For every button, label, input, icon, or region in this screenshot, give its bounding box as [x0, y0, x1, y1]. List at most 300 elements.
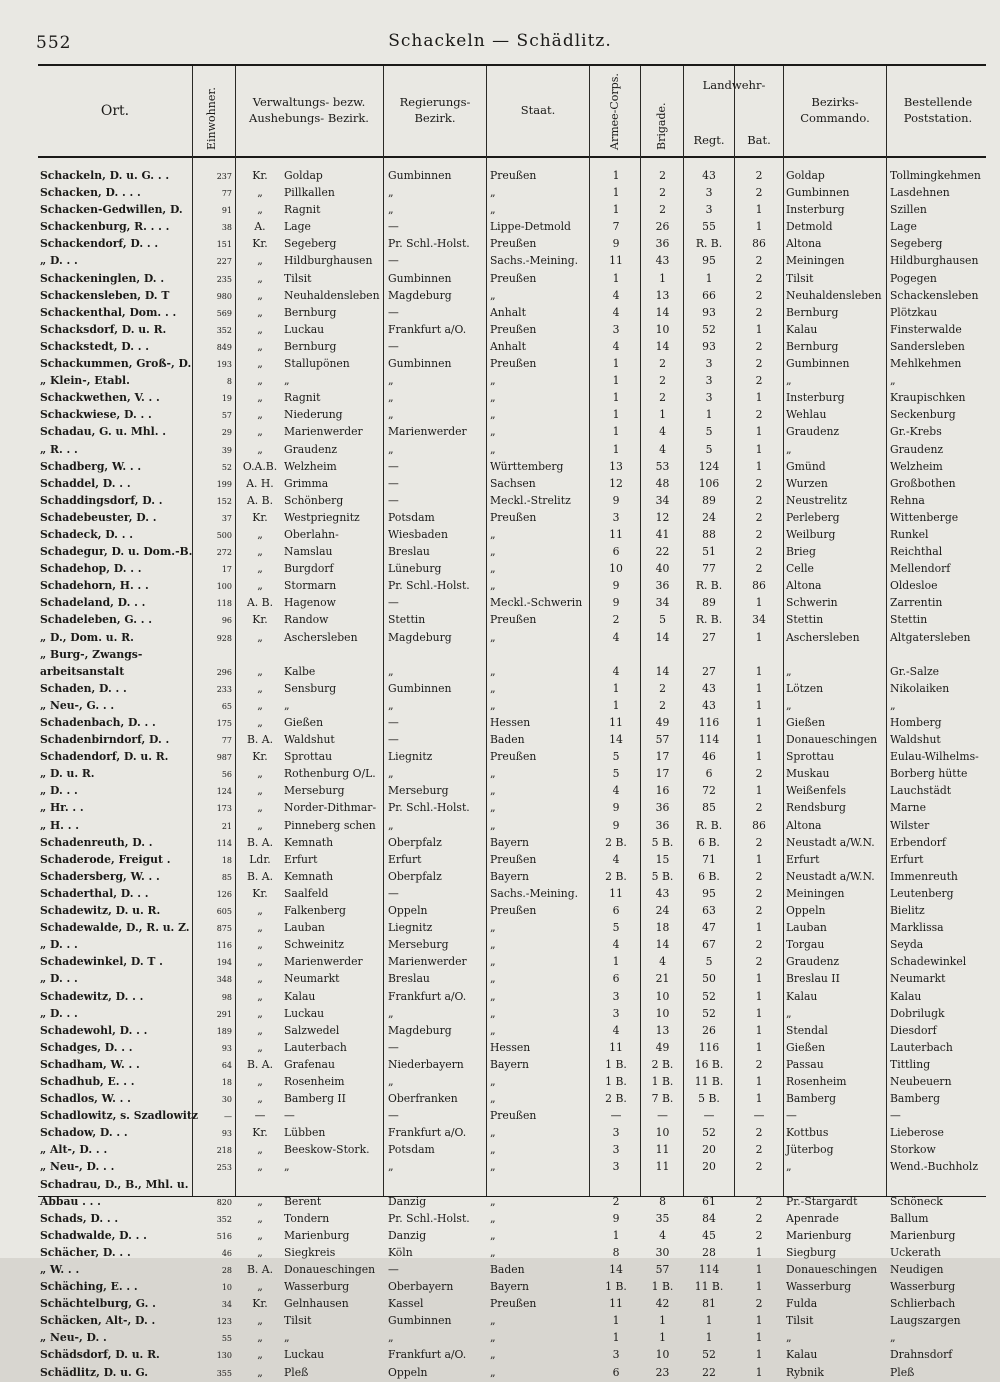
table-cell: 57 — [655, 733, 670, 747]
table-cell: 114 — [698, 1263, 720, 1276]
table-cell: Torgau — [786, 938, 825, 952]
table-cell: „ — [257, 1092, 263, 1106]
table-cell: Drahnsdorf — [890, 1348, 953, 1362]
table-row — [0, 476, 1000, 493]
table-cell: Preußen — [490, 852, 537, 866]
table-cell: 1 — [755, 681, 763, 695]
table-cell: 11 — [609, 254, 623, 268]
table-cell: Sachsen — [490, 476, 536, 490]
table-cell: 5 — [705, 442, 713, 456]
table-cell: 1 — [612, 186, 620, 200]
table-cell: 9 — [612, 237, 620, 251]
table-cell: 43 — [655, 886, 670, 900]
table-row — [0, 835, 1000, 852]
table-cell: 4 — [612, 1023, 620, 1037]
table-cell: Kr. — [252, 886, 268, 900]
table-cell: Celle — [786, 562, 814, 576]
table-cell: Graudenz — [284, 442, 338, 456]
table-cell: Schadewohl, D. . . — [40, 1023, 148, 1037]
table-cell: 17 — [655, 767, 670, 781]
table-cell: 1 — [755, 784, 763, 798]
table-cell: — — [388, 1040, 399, 1054]
table-cell: Abbau . . . — [40, 1194, 101, 1208]
table-cell: 28 — [221, 1266, 232, 1275]
table-cell: „ — [490, 1245, 496, 1259]
table-cell: 39 — [221, 445, 232, 455]
table-cell: Plötzkau — [890, 305, 938, 319]
table-cell: R. B. — [695, 613, 723, 627]
table-cell: 5 — [612, 767, 620, 781]
table-row — [0, 989, 1000, 1006]
table-row — [0, 886, 1000, 903]
table-cell: 53 — [655, 459, 670, 473]
table-cell: Tollmingkehmen — [890, 169, 981, 182]
table-cell: 3 — [705, 357, 713, 371]
table-cell: — — [388, 305, 399, 319]
table-cell: 26 — [655, 220, 670, 234]
header-bat: Bat. — [747, 133, 771, 148]
table-cell: Schaderode, Freigut . — [40, 852, 171, 866]
table-cell: Hessen — [490, 1040, 531, 1054]
table-cell: Pr. Schl.-Holst. — [388, 1211, 470, 1225]
table-cell: „ — [257, 698, 263, 712]
table-cell: 18 — [221, 855, 232, 865]
table-cell: 1 — [755, 630, 763, 644]
table-cell: 8 — [226, 377, 232, 387]
table-cell: 2 — [755, 527, 763, 541]
table-cell: „ Neu-, D. . — [40, 1331, 107, 1345]
table-cell: Preußen — [490, 613, 537, 627]
table-cell: Bayern — [490, 835, 529, 849]
table-cell: Marienwerder — [388, 955, 467, 969]
table-row — [0, 219, 1000, 236]
table-cell: Waldshut — [284, 733, 335, 747]
table-row — [0, 424, 1000, 441]
header-regierungsbezirk: Regierungs- Bezirk. — [399, 95, 471, 125]
table-cell: 352 — [216, 1214, 232, 1224]
table-cell: Lauterbach — [284, 1040, 347, 1054]
table-cell: „ — [490, 664, 496, 678]
table-cell: 3 — [612, 1126, 620, 1140]
table-cell: Donaueschingen — [284, 1263, 376, 1276]
table-cell: 50 — [702, 972, 716, 986]
table-cell: 86 — [752, 579, 766, 593]
table-cell: 11 — [609, 527, 623, 541]
table-cell: 2 — [755, 904, 763, 918]
table-cell: 199 — [216, 479, 232, 489]
table-cell: 1 — [755, 972, 763, 986]
table-row — [0, 339, 1000, 356]
table-cell: Schacken-Gedwillen, D. — [40, 203, 183, 217]
table-cell: Schackwethen, V. . . — [40, 391, 160, 405]
table-cell: „ — [786, 698, 792, 712]
table-cell: Bernburg — [786, 339, 839, 353]
table-cell: 11 — [609, 716, 623, 729]
table-cell: 6 — [612, 1365, 620, 1379]
table-cell: Preußen — [490, 322, 537, 336]
table-row — [0, 168, 1000, 185]
table-cell: Grafenau — [284, 1057, 335, 1071]
table-cell: Kottbus — [786, 1126, 829, 1140]
table-cell: Seyda — [890, 938, 924, 952]
table-cell: 72 — [702, 784, 716, 798]
table-cell: 43 — [702, 681, 716, 695]
table-cell: Norder-Dithmar- — [284, 801, 377, 815]
table-cell: Schaderthal, D. . . — [40, 886, 149, 900]
table-cell: 1 — [612, 442, 620, 456]
table-cell: Lauban — [786, 921, 827, 935]
running-title: Schackeln — Schädlitz. — [388, 31, 612, 51]
table-cell: 10 — [655, 989, 670, 1003]
header-ort: Ort. — [100, 102, 130, 119]
table-cell: Erfurt — [786, 852, 820, 866]
table-cell: 1 — [755, 1314, 763, 1328]
table-cell: 253 — [216, 1163, 232, 1173]
table-cell: Eulau-Wilhelms- — [890, 750, 979, 764]
table-cell: 10 — [655, 1126, 670, 1140]
table-cell: Altona — [786, 818, 822, 832]
table-cell: 14 — [655, 339, 670, 353]
table-cell: Bernburg — [786, 305, 839, 319]
table-cell: Altgatersleben — [890, 630, 971, 644]
table-cell: „ — [257, 425, 263, 439]
table-cell: „ — [257, 801, 263, 815]
table-cell: 2 — [755, 1211, 763, 1225]
table-cell: Leutenberg — [890, 886, 954, 900]
table-row — [0, 1108, 1000, 1125]
table-cell: „ — [490, 1126, 496, 1140]
table-cell: „ — [490, 203, 496, 217]
table-cell: „ — [490, 921, 496, 935]
table-cell: 193 — [216, 360, 232, 370]
table-cell: „ — [490, 681, 496, 695]
table-cell: „ — [388, 1160, 394, 1174]
table-cell: Randow — [284, 613, 329, 627]
table-cell: 10 — [655, 1348, 670, 1362]
table-cell: Bamberg II — [284, 1092, 346, 1106]
table-cell: 18 — [221, 1077, 232, 1087]
table-cell: Stettin — [786, 613, 824, 627]
table-cell: 175 — [216, 719, 232, 728]
table-cell: — — [890, 1109, 901, 1123]
table-cell: Ragnit — [284, 203, 321, 217]
table-cell: 11 B. — [694, 1074, 724, 1088]
table-cell: Perleberg — [786, 510, 840, 524]
table-cell: „ — [257, 288, 263, 302]
table-row — [0, 493, 1000, 510]
table-cell: 34 — [752, 613, 766, 627]
table-cell: 1 — [755, 425, 763, 439]
table-cell: „ — [257, 1348, 263, 1362]
table-row — [0, 1211, 1000, 1228]
table-row — [0, 1313, 1000, 1330]
table-cell: 3 — [705, 391, 713, 405]
table-cell: „ — [257, 1160, 263, 1174]
table-cell: Schaden, D. . . — [40, 681, 127, 695]
table-row — [0, 390, 1000, 407]
table-cell: 11 — [655, 1143, 670, 1157]
table-cell: 46 — [702, 750, 716, 764]
table-cell: Schaddel, D. . . — [40, 476, 131, 490]
table-cell: 2 — [755, 801, 763, 815]
table-cell: 19 — [221, 394, 232, 404]
table-cell: Magdeburg — [388, 288, 452, 302]
table-cell: Neuhaldensleben — [786, 288, 882, 302]
table-cell: Lage — [284, 220, 311, 234]
table-cell: Wiesbaden — [388, 527, 448, 541]
table-cell: Altona — [786, 237, 822, 251]
table-cell: 4 — [612, 288, 620, 302]
table-cell: 7 — [612, 220, 620, 234]
table-cell: Schackenthal, Dom. . . — [40, 305, 177, 319]
table-cell: Tittling — [890, 1057, 931, 1071]
table-cell: 3 — [705, 186, 713, 200]
table-cell: 65 — [221, 701, 232, 711]
table-cell: Siegkreis — [284, 1245, 336, 1259]
table-cell: Sachs.-Meining. — [490, 886, 579, 900]
table-row — [0, 1125, 1000, 1142]
table-cell: 820 — [216, 1197, 232, 1207]
table-cell: Bayern — [490, 1057, 529, 1071]
table-cell: „ — [388, 664, 394, 678]
table-cell: Oberfranken — [388, 1092, 458, 1106]
table-row — [0, 1365, 1000, 1382]
table-cell: 1 — [755, 459, 763, 473]
table-cell: R. B. — [695, 818, 723, 832]
table-cell: 2 — [755, 254, 763, 268]
table-cell: — — [657, 1109, 668, 1123]
table-row — [0, 544, 1000, 561]
table-cell: Sprottau — [786, 750, 835, 764]
table-cell: „ — [388, 698, 394, 712]
table-cell: 2 — [612, 1194, 620, 1208]
table-cell: „ — [257, 305, 263, 319]
table-cell: Ragnit — [284, 391, 321, 405]
table-row — [0, 766, 1000, 783]
table-cell: 106 — [698, 476, 720, 490]
table-cell: 114 — [216, 838, 232, 848]
table-cell: 6 — [705, 767, 713, 781]
table-cell: Burgdorf — [284, 562, 334, 576]
table-cell: Gumbinnen — [388, 271, 452, 285]
table-cell: Schackenburg, R. . . . — [40, 220, 170, 234]
table-cell: 5 B. — [651, 835, 674, 849]
table-cell: Passau — [786, 1057, 824, 1071]
table-cell: „ — [490, 818, 496, 832]
table-cell: Pr. Schl.-Holst. — [388, 237, 470, 251]
table-row — [0, 1023, 1000, 1040]
table-cell: Grimma — [284, 476, 329, 490]
table-cell: 2 — [659, 357, 666, 371]
table-cell: 17 — [221, 565, 232, 575]
table-row — [0, 681, 1000, 698]
table-cell: 1 — [755, 1006, 763, 1020]
table-cell: Goldap — [786, 169, 825, 182]
table-cell: 95 — [702, 886, 716, 900]
table-cell: Schadenbirndorf, D. . — [40, 733, 170, 747]
table-cell: 1 — [755, 391, 763, 405]
table-cell: 49 — [655, 716, 670, 729]
table-cell: — — [388, 493, 399, 507]
table-cell: 1 — [612, 955, 620, 969]
table-cell: Schadlowitz, s. Szadlowitz — [40, 1109, 198, 1123]
table-cell: 569 — [216, 308, 232, 318]
table-cell: Immenreuth — [890, 869, 958, 883]
table-row — [0, 1279, 1000, 1296]
table-cell: Kr. — [252, 750, 268, 764]
table-cell: 2 — [612, 613, 620, 627]
table-cell: 352 — [216, 325, 232, 335]
table-cell: A. B. — [246, 493, 274, 507]
table-cell: „ — [490, 374, 496, 388]
table-cell: Siegburg — [786, 1245, 837, 1259]
table-cell: 2 — [755, 357, 763, 371]
table-row — [0, 1347, 1000, 1364]
table-cell: 3 — [612, 322, 620, 336]
table-cell: 2 — [755, 305, 763, 319]
table-cell: 6 — [612, 972, 620, 986]
table-cell: Danzig — [388, 1228, 427, 1242]
table-cell: Niederung — [284, 408, 343, 422]
table-cell: 849 — [216, 342, 232, 352]
table-cell: 4 — [612, 305, 620, 319]
table-cell: Breslau — [388, 972, 430, 986]
table-cell: Hildburghausen — [284, 254, 373, 268]
table-cell: „ — [490, 579, 496, 593]
table-cell: 6 B. — [698, 869, 720, 883]
table-cell: 89 — [702, 596, 716, 610]
table-cell: R. B. — [695, 237, 723, 251]
table-cell: Pr. Schl.-Holst. — [388, 579, 470, 593]
table-row — [0, 1262, 1000, 1279]
table-cell: 116 — [216, 941, 232, 951]
table-cell: 64 — [221, 1060, 232, 1070]
table-cell: Kr. — [252, 169, 268, 182]
table-cell: 3 — [612, 510, 620, 524]
table-cell: 23 — [655, 1365, 670, 1379]
table-cell: Schadeck, D. . . — [40, 527, 133, 541]
table-cell: Merseburg — [388, 784, 449, 798]
table-cell: 9 — [612, 493, 620, 507]
table-cell: „ — [257, 1040, 263, 1054]
table-cell: Bayern — [490, 1280, 529, 1294]
table-cell: Bayern — [490, 869, 529, 883]
table-cell: Schacksdorf, D. u. R. — [40, 322, 167, 336]
table-cell: „ — [257, 254, 263, 268]
table-row — [0, 1194, 1000, 1211]
table-cell: 5 — [612, 750, 620, 764]
table-cell: „ — [257, 203, 263, 217]
table-cell: Schäching, E. . . — [40, 1280, 138, 1294]
table-cell: 1 — [612, 408, 620, 422]
table-cell: 500 — [216, 530, 232, 540]
table-cell: 124 — [698, 459, 720, 473]
table-cell: B. A. — [246, 1057, 274, 1071]
table-cell: Laugszargen — [890, 1314, 961, 1328]
table-cell: Tilsit — [786, 271, 814, 285]
table-cell: 6 B. — [698, 835, 720, 849]
table-cell: „ W. . . — [40, 1263, 80, 1276]
table-cell: Schacken, D. . . . — [40, 186, 141, 200]
table-cell: Schackeninglen, D. . — [40, 271, 165, 285]
header-poststation: Bestellende Poststation. — [903, 95, 973, 125]
table-cell: Schadehorn, H. . . — [40, 579, 149, 593]
header-bezirks-commando: Bezirks- Commando. — [800, 95, 870, 125]
table-cell: 1 — [659, 1314, 666, 1328]
table-cell: 1 — [755, 1092, 763, 1106]
table-cell: „ — [257, 767, 263, 781]
table-cell: 9 — [612, 1211, 620, 1225]
table-cell: Oberlahn- — [284, 527, 339, 541]
table-cell: Schweinitz — [284, 938, 344, 952]
table-cell: Lötzen — [786, 681, 824, 695]
table-cell: B. A. — [246, 835, 274, 849]
table-cell: Tilsit — [284, 1314, 312, 1328]
table-cell: „ — [257, 357, 263, 371]
table-cell: 516 — [216, 1231, 232, 1241]
table-cell: Rehna — [890, 493, 925, 507]
table-cell: Wehlau — [786, 408, 827, 422]
table-cell: Neustrelitz — [786, 493, 848, 507]
table-cell: „ — [490, 989, 496, 1003]
table-cell: Kalau — [786, 1348, 818, 1362]
table-cell: 218 — [216, 1146, 232, 1156]
table-cell: Schädlitz, D. u. G. — [40, 1365, 149, 1379]
table-cell: 85 — [702, 801, 716, 815]
table-cell: 130 — [216, 1351, 232, 1361]
table-cell: Apenrade — [786, 1211, 839, 1225]
table-cell: 88 — [702, 527, 716, 541]
table-cell: 77 — [221, 736, 232, 746]
table-cell: — — [388, 886, 399, 900]
table-cell: 42 — [655, 1297, 670, 1311]
table-cell: Welzheim — [284, 459, 337, 473]
table-cell: 4 — [659, 1228, 666, 1242]
table-cell: 2 B. — [605, 869, 627, 883]
table-cell: 3 — [612, 1348, 620, 1362]
table-cell: 1 — [612, 1228, 620, 1242]
table-cell: Graudenz — [786, 955, 840, 969]
table-cell: Wittenberge — [890, 510, 959, 524]
table-cell: Schadewitz, D. u. R. — [40, 904, 161, 918]
table-cell: Fulda — [786, 1297, 818, 1311]
table-cell: 10 — [655, 1006, 670, 1020]
page-number: 552 — [36, 33, 72, 53]
table-cell: Kemnath — [284, 869, 334, 883]
table-cell: Preußen — [490, 1109, 537, 1123]
table-cell: Borberg hütte — [890, 767, 968, 781]
table-cell: Pleß — [890, 1365, 915, 1379]
table-cell: 46 — [221, 1248, 232, 1258]
table-cell: Beeskow-Stork. — [284, 1143, 370, 1157]
table-cell: „ — [257, 527, 263, 541]
table-cell: A. B. — [246, 596, 274, 610]
table-cell: 1 — [705, 1314, 713, 1328]
table-cell: 66 — [702, 288, 716, 302]
table-cell: 3 — [705, 203, 713, 217]
table-cell: 1 — [755, 664, 763, 678]
table-cell: Gumbinnen — [388, 681, 452, 695]
table-cell: 1 — [755, 1365, 763, 1379]
table-cell: Schächtelburg, G. . — [40, 1297, 156, 1311]
table-cell: Muskau — [786, 767, 830, 781]
table-row — [0, 698, 1000, 715]
table-cell: „ — [388, 186, 394, 200]
table-cell: Lippe-Detmold — [490, 220, 571, 234]
table-cell: 9 — [612, 596, 620, 610]
table-cell: „ — [786, 1160, 792, 1174]
table-cell: 1 — [755, 220, 763, 234]
